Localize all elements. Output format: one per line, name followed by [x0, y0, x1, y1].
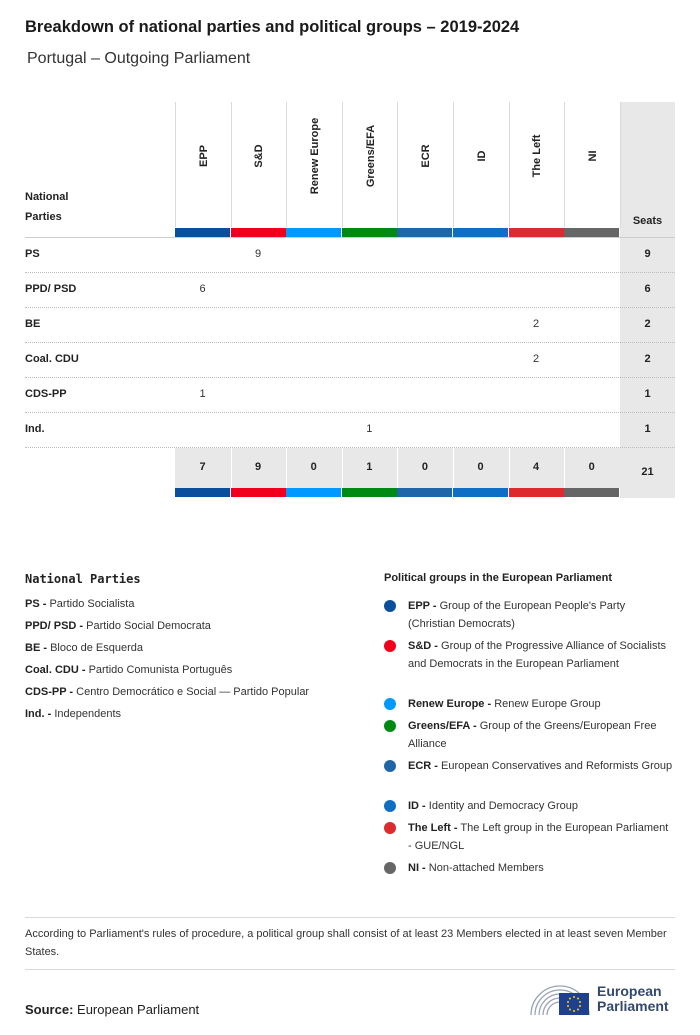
totals-separator — [286, 448, 287, 488]
legend-abbr: PS - — [25, 598, 47, 610]
divider — [25, 969, 675, 970]
row-divider — [25, 237, 675, 238]
legend-name: Centro Democrático e Social — Partido Popular — [76, 686, 310, 698]
legend-name: The Left group in the European Parliament - GUE/NGL — [408, 822, 669, 852]
national-parties-header-line2: Parties — [25, 211, 62, 223]
group-total: 1 — [366, 461, 373, 473]
group-column-header — [231, 102, 288, 227]
group-color-dot — [384, 822, 396, 834]
seat-cell: 2 — [533, 318, 540, 330]
row-divider — [25, 307, 675, 308]
national-parties-legend-title: National Parties — [25, 572, 141, 586]
party-row-label: PPD/ PSD — [25, 283, 77, 295]
source-label: Source: — [25, 1002, 74, 1017]
seat-cell: 6 — [199, 283, 206, 295]
party-row-label: Ind. — [25, 423, 45, 435]
group-color-dot — [384, 640, 396, 652]
legend-abbr: The Left - — [408, 822, 458, 834]
group-color-bar — [453, 228, 508, 237]
legend-name: European Conservatives and Reformists Group — [441, 760, 673, 772]
group-color-bar — [342, 488, 397, 497]
group-legend-item — [384, 797, 674, 815]
group-color-bar — [453, 488, 508, 497]
legend-name: Bloco de Esquerda — [50, 642, 144, 654]
seats-column-background — [620, 102, 675, 498]
group-name: S&D — [253, 144, 266, 168]
group-legend-item — [384, 819, 674, 855]
row-divider — [25, 272, 675, 273]
legend-abbr: NI - — [408, 862, 426, 874]
group-total: 0 — [310, 461, 317, 473]
legend-abbr: Renew Europe - — [408, 698, 492, 710]
row-seats: 9 — [644, 248, 651, 260]
group-color-bar — [397, 228, 452, 237]
legend-name: Partido Comunista Português — [88, 664, 233, 676]
legend-name: Partido Social Democrata — [86, 620, 211, 632]
legend-abbr: BE - — [25, 642, 47, 654]
group-color-bar — [397, 488, 452, 497]
totals-separator — [453, 448, 454, 488]
group-name-wrap — [510, 102, 566, 227]
row-divider — [25, 447, 675, 448]
legend-abbr: Coal. CDU - — [25, 664, 86, 676]
seat-cell: 1 — [366, 423, 373, 435]
group-legend-item — [384, 757, 674, 775]
group-total: 9 — [255, 461, 262, 473]
group-color-dot — [384, 760, 396, 772]
group-color-bar — [564, 488, 619, 497]
group-color-dot — [384, 720, 396, 732]
group-color-bar — [175, 228, 230, 237]
row-divider — [25, 342, 675, 343]
group-legend-item — [384, 859, 674, 877]
european-parliament-logo — [525, 979, 680, 1019]
legend-name: Group of the Progressive Alliance of Socialists and Democrats in the European Parliament — [408, 640, 667, 670]
group-legend-item — [384, 597, 674, 633]
group-name: Renew Europe — [308, 117, 321, 195]
row-divider — [25, 412, 675, 413]
legend-abbr: Ind. - — [25, 708, 52, 720]
group-column-header — [342, 102, 399, 227]
legend-abbr: ID - — [408, 800, 426, 812]
group-name-wrap — [287, 102, 343, 227]
group-total: 7 — [199, 461, 206, 473]
party-row-label: PS — [25, 248, 40, 260]
group-column-header — [175, 102, 232, 227]
row-seats: 2 — [644, 353, 651, 365]
column-border — [620, 102, 621, 227]
group-legend-item — [384, 717, 674, 753]
page-subtitle: Portugal – Outgoing Parliament — [27, 50, 251, 67]
row-seats: 6 — [644, 283, 651, 295]
logo-line1: European — [597, 983, 662, 999]
legend-abbr: EPP - — [408, 600, 437, 612]
group-color-bar — [286, 228, 341, 237]
legend-abbr: CDS-PP - — [25, 686, 74, 698]
logo-line2: Parliament — [597, 998, 669, 1014]
footnote: According to Parliament's rules of procedure, a political group shall consist of at least 23 Members elected in at least seven Member States. — [25, 928, 667, 958]
group-legend-text — [408, 597, 674, 633]
group-name: ECR — [420, 144, 433, 168]
national-party-legend-item — [25, 598, 134, 610]
legend-name: Identity and Democracy Group — [428, 800, 578, 812]
group-name: NI — [586, 150, 599, 162]
legend-abbr: S&D - — [408, 640, 438, 652]
totals-separator — [564, 448, 565, 488]
group-color-bar — [231, 228, 286, 237]
national-party-legend-item — [25, 620, 211, 632]
group-legend-text — [408, 637, 674, 673]
group-color-dot — [384, 862, 396, 874]
group-color-bar — [509, 488, 564, 497]
national-parties-header-line1: National — [25, 191, 69, 203]
group-name-wrap — [176, 102, 232, 227]
group-color-bar — [509, 228, 564, 237]
legend-abbr: ECR - — [408, 760, 438, 772]
party-row-label: Coal. CDU — [25, 353, 79, 365]
legend-abbr: Greens/EFA - — [408, 720, 477, 732]
group-color-bar — [564, 228, 619, 237]
totals-separator — [509, 448, 510, 488]
group-legend-text — [408, 695, 674, 713]
party-row-label: BE — [25, 318, 41, 330]
group-name: The Left — [531, 134, 544, 178]
group-column-header — [453, 102, 510, 227]
national-parties-header — [25, 187, 68, 227]
seats-header: Seats — [632, 215, 663, 227]
divider — [25, 917, 675, 918]
group-column-header — [397, 102, 454, 227]
group-legend-text — [408, 717, 674, 753]
seat-cell: 9 — [255, 248, 262, 260]
seat-cell: 1 — [199, 388, 206, 400]
legend-name: Independents — [54, 708, 122, 720]
legend-abbr: PPD/ PSD - — [25, 620, 84, 632]
totals-separator — [397, 448, 398, 488]
logo-wordmark — [597, 984, 669, 1014]
group-name-wrap — [398, 102, 454, 227]
party-row-label: CDS-PP — [25, 388, 67, 400]
source — [25, 1002, 199, 1017]
group-color-bar — [175, 488, 230, 497]
group-total: 0 — [421, 461, 428, 473]
group-legend-text — [408, 859, 674, 877]
national-party-legend-item — [25, 686, 309, 698]
group-legend-text — [408, 797, 674, 815]
group-column-header — [564, 102, 621, 227]
group-color-dot — [384, 698, 396, 710]
group-name-wrap — [343, 102, 399, 227]
group-name-wrap — [454, 102, 510, 227]
group-color-bar — [231, 488, 286, 497]
group-color-dot — [384, 600, 396, 612]
national-party-legend-item — [25, 664, 232, 676]
page-title: Breakdown of national parties and political groups – 2019-2024 — [25, 18, 520, 36]
group-total: 0 — [477, 461, 484, 473]
legend-name: Renew Europe Group — [494, 698, 601, 710]
row-seats: 1 — [644, 388, 651, 400]
row-seats: 2 — [644, 318, 651, 330]
legend-name: Group of the Greens/European Free Alliance — [408, 720, 657, 750]
totals-separator — [231, 448, 232, 488]
national-party-legend-item — [25, 642, 143, 654]
group-name-wrap — [232, 102, 288, 227]
source-value: European Parliament — [77, 1002, 200, 1017]
group-total: 4 — [533, 461, 540, 473]
group-name: EPP — [197, 144, 210, 168]
legend-name: Group of the European People's Party (Christian Democrats) — [408, 600, 626, 630]
total-seats: 21 — [641, 466, 654, 478]
group-legend-item — [384, 637, 674, 673]
group-legend-text — [408, 819, 674, 855]
group-column-header — [286, 102, 343, 227]
group-total: 0 — [588, 461, 595, 473]
row-seats: 1 — [644, 423, 651, 435]
legend-name: Non-attached Members — [428, 862, 544, 874]
group-color-bar — [286, 488, 341, 497]
group-name: ID — [475, 150, 488, 162]
group-column-header — [509, 102, 566, 227]
hemicycle-icon — [525, 979, 595, 1019]
group-legend-text — [408, 757, 674, 775]
group-name-wrap — [565, 102, 621, 227]
group-color-dot — [384, 800, 396, 812]
totals-separator — [342, 448, 343, 488]
group-color-bar — [342, 228, 397, 237]
row-divider — [25, 377, 675, 378]
legend-name: Partido Socialista — [49, 598, 135, 610]
national-party-legend-item — [25, 708, 121, 720]
seat-cell: 2 — [533, 353, 540, 365]
groups-legend-title: Political groups in the European Parliament — [384, 572, 612, 584]
group-legend-item — [384, 695, 674, 713]
group-name: Greens/EFA — [364, 124, 377, 188]
